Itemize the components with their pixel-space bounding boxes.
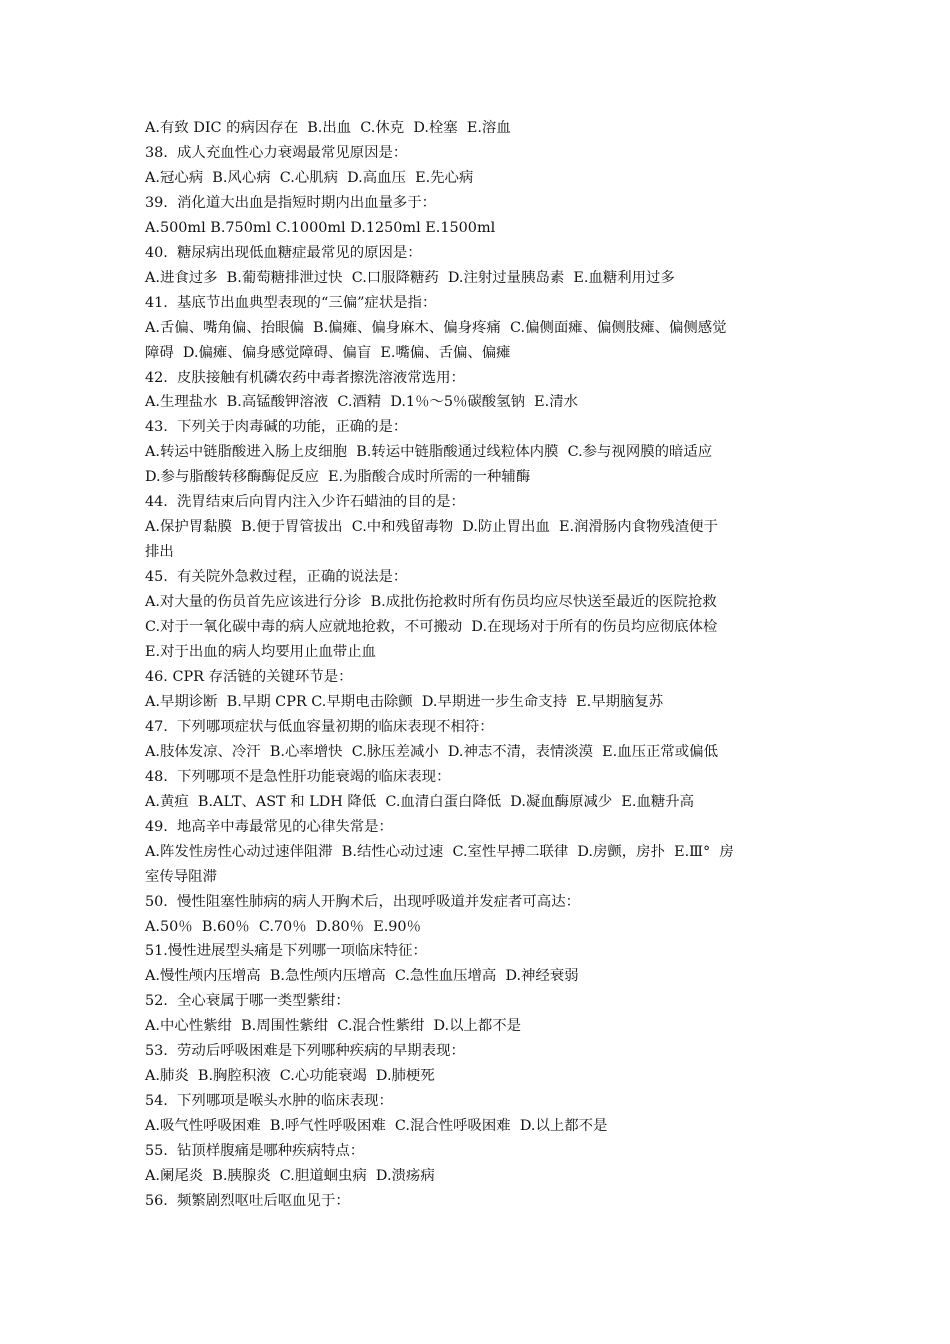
- text-line: 50. 慢性阻塞性肺病的病人开胸术后，出现呼吸道并发症者可高达：: [145, 893, 580, 910]
- text-line: 56. 频繁剧烈呕吐后呕血见于：: [145, 1192, 350, 1209]
- text-line: A.吸气性呼吸困难 B.呼气性呼吸困难 C.混合性呼吸困难 D.以上都不是: [145, 1118, 608, 1135]
- text-line: A.中心性紫绀 B.周围性紫绀 C.混合性紫绀 D.以上都不是: [145, 1018, 522, 1035]
- text-line: A.转运中链脂酸进入肠上皮细胞 B.转运中链脂酸通过线粒体内膜 C.参与视网膜的暗适应: [145, 444, 713, 461]
- text-line: A.冠心病 B.风心病 C.心肌病 D.高血压 E.先心病: [145, 169, 474, 186]
- text-line: 38. 成人充血性心力衰竭最常见原因是：: [145, 144, 408, 161]
- text-line: 53. 劳动后呼吸困难是下列哪种疾病的早期表现：: [145, 1043, 465, 1060]
- text-line: A.慢性颅内压增高 B.急性颅内压增高 C.急性血压增高 D.神经衰弱: [145, 968, 579, 985]
- document-page: [145, 116, 810, 1214]
- text-line: 室传导阻滞: [145, 868, 217, 885]
- text-line: A.肢体发凉、冷汗 B.心率增快 C.脉压差减小 D.神志不清，表情淡漠 E.血压正常或偏低: [145, 743, 718, 760]
- text-line: 43. 下列关于肉毒碱的功能，正确的是：: [145, 419, 408, 436]
- text-line: 55. 钻顶样腹痛是哪种疾病特点：: [145, 1143, 365, 1160]
- text-line: 54. 下列哪项是喉头水肿的临床表现：: [145, 1093, 393, 1110]
- text-line: 排出: [145, 544, 174, 561]
- text-line: A.肺炎 B.胸腔积液 C.心功能衰竭 D.肺梗死: [145, 1068, 435, 1085]
- text-line: E.对于出血的病人均要用止血带止血: [145, 644, 376, 661]
- text-line: 51.慢性进展型头痛是下列哪一项临床特征：: [145, 943, 427, 960]
- text-line: A.早期诊断 B.早期 CPR C.早期电击除颤 D.早期进一步生命支持 E.早期脑复苏: [145, 693, 664, 710]
- text-line: 41. 基底节出血典型表现的“三偏”症状是指：: [145, 294, 437, 311]
- text-line: A.有致 DIC 的病因存在 B.出血 C.休克 D.栓塞 E.溶血: [145, 120, 511, 136]
- text-line: 45. 有关院外急救过程，正确的说法是：: [145, 569, 408, 586]
- text-line: A.黄疸 B.ALT、AST 和 LDH 降低 C.血清白蛋白降低 D.凝血酶原减少 E.血糖升高: [145, 793, 695, 810]
- text-line: A.50％ B.60％ C.70％ D.80％ E.90％: [145, 918, 421, 935]
- text-line: 42. 皮肤接触有机磷农药中毒者擦洗溶液常选用：: [145, 369, 465, 386]
- text-line: A.500ml B.750ml C.1000ml D.1250ml E.1500ml: [145, 219, 496, 236]
- text-line: A.阑尾炎 B.胰腺炎 C.胆道蛔虫病 D.溃疡病: [145, 1168, 435, 1185]
- text-line: 47. 下列哪项症状与低血容量初期的临床表现不相符：: [145, 718, 494, 735]
- text-line: 44. 洗胃结束后向胃内注入少许石蜡油的目的是：: [145, 494, 465, 511]
- text-line: 障碍 D.偏瘫、偏身感觉障碍、偏盲 E.嘴偏、舌偏、偏瘫: [145, 344, 511, 361]
- text-line: C.对于一氧化碳中毒的病人应就地抢救，不可搬动 D.在现场对于所有的伤员均应彻底体检: [145, 619, 718, 636]
- text-line: 52. 全心衰属于哪一类型紫绀：: [145, 993, 350, 1010]
- text-line: A.生理盐水 B.高锰酸钾溶液 C.酒精 D.1％～5％碳酸氢钠 E.清水: [145, 394, 578, 411]
- text-line: D.参与脂酸转移酶酶促反应 E.为脂酸合成时所需的一种辅酶: [145, 469, 531, 486]
- text-line: A.对大量的伤员首先应该进行分诊 B.成批伤抢救时所有伤员均应尽快送至最近的医院抢救: [145, 594, 717, 611]
- text-line: A.进食过多 B.葡萄糖排泄过快 C.口服降糖药 D.注射过量胰岛素 E.血糖利用过多: [145, 269, 675, 286]
- text-line: A.阵发性房性心动过速伴阻滞 B.结性心动过速 C.室性早搏二联律 D.房颤，房扑 E.Ⅲ° 房: [145, 843, 734, 860]
- text-line: A.舌偏、嘴角偏、抬眼偏 B.偏瘫、偏身麻木、偏身疼痛 C.偏侧面瘫、偏侧肢瘫、偏侧感觉: [145, 319, 727, 336]
- text-line: A.保护胃黏膜 B.便于胃管拔出 C.中和残留毒物 D.防止胃出血 E.润滑肠内食物残渣便于: [145, 519, 718, 536]
- text-line: 40. 糖尿病出现低血糖症最常见的原因是：: [145, 244, 422, 261]
- text-line: 39. 消化道大出血是指短时期内出血量多于：: [145, 194, 437, 211]
- text-line: 48. 下列哪项不是急性肝功能衰竭的临床表现：: [145, 768, 451, 785]
- text-line: 49. 地高辛中毒最常见的心律失常是：: [145, 818, 393, 835]
- text-line: 46. CPR 存活链的关键环节是：: [145, 668, 353, 685]
